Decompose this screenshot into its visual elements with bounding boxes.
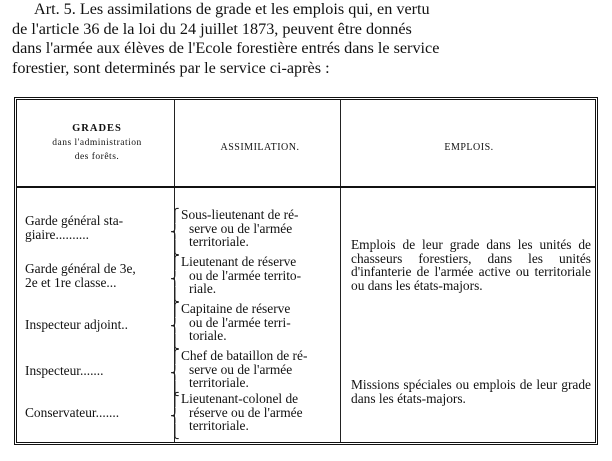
paragraph-line: de l'article 36 de la loi du 24 juillet 1873, peuvent être donnés xyxy=(12,19,412,38)
assim-line: riale. xyxy=(189,281,217,297)
assimilation-cell xyxy=(181,392,341,433)
brace-mark: ⎧ ⎨ ⎩ xyxy=(170,302,180,349)
grade-cell xyxy=(25,406,175,420)
brace-mark: ⎧ ⎨ ⎩ xyxy=(170,208,180,255)
grade-cell xyxy=(25,262,175,289)
assim-line: serve ou de l'armée xyxy=(189,220,293,236)
header-grades-sub: des forêts. xyxy=(74,152,120,162)
paragraph-line: forestier, sont determinés par le service ci-après : xyxy=(12,58,330,77)
assim-line: territoriale. xyxy=(189,375,249,391)
assim-line: ou de l'armée territo- xyxy=(189,267,302,283)
grade-cell xyxy=(25,364,175,378)
assimilation-cell xyxy=(181,208,341,249)
grade-line: giaire.......... xyxy=(25,226,89,242)
grade-line: Conservateur....... xyxy=(25,405,120,420)
assim-line: territoriale. xyxy=(189,234,249,250)
emplois-cell: Emplois de leur grade dans les unités de chasseurs forestiers, dans les unités d'infanterie de l'armée active ou territoriale ou dans les états-majors. xyxy=(351,237,591,293)
header-grades-title: GRADES xyxy=(72,123,122,134)
assimilation-cell xyxy=(181,255,341,296)
header-rule xyxy=(17,186,595,188)
assimilation-cell xyxy=(181,302,341,343)
paragraph-line: dans l'armée aux élèves de l'Ecole forestière entrés dans le service xyxy=(12,39,440,57)
grade-line: Inspecteur adjoint.. xyxy=(25,317,128,332)
assim-line: toriale. xyxy=(189,328,227,344)
brace-mark: ⎧ ⎨ ⎩ xyxy=(170,255,180,302)
assimilation-table xyxy=(14,97,598,445)
paragraph-line: Art. 5. Les assimilations de grade et les emplois qui, en vertu xyxy=(34,0,430,18)
assim-line: serve ou de l'armée xyxy=(189,361,293,377)
assimilation-cell xyxy=(181,349,341,390)
assim-line: Lieutenant de réserve xyxy=(181,254,297,269)
assim-line: territoriale. xyxy=(189,418,249,434)
grade-line: 2e et 1re classe... xyxy=(25,274,117,290)
header-assimilation: ASSIMILATION. xyxy=(220,142,300,153)
grade-cell xyxy=(25,318,175,332)
grade-line: Garde général sta- xyxy=(25,213,124,228)
grade-line: Inspecteur....... xyxy=(25,363,104,378)
assim-line: réserve ou de l'armée xyxy=(189,404,303,420)
header-emplois: EMPLOIS. xyxy=(444,142,494,153)
article-paragraph xyxy=(12,0,608,78)
emplois-cell: Missions spéciales ou emplois de leur grade dans les états-majors. xyxy=(351,377,591,406)
header-grades-sub: dans l'administration xyxy=(52,138,142,148)
assim-line: Sous-lieutenant de ré- xyxy=(181,207,299,222)
grade-cell xyxy=(25,214,175,241)
assim-line: Lieutenant-colonel de xyxy=(181,391,299,406)
assim-line: Capitaine de réserve xyxy=(181,301,291,316)
assim-line: ou de l'armée terri- xyxy=(189,314,291,330)
assim-line: Chef de bataillon de ré- xyxy=(181,348,308,363)
brace-mark: ⎧ ⎨ ⎩ xyxy=(170,349,180,396)
brace-mark: ⎧ ⎨ ⎩ xyxy=(170,392,180,439)
grade-line: Garde général de 3e, xyxy=(25,261,136,276)
header-grades xyxy=(17,122,177,164)
